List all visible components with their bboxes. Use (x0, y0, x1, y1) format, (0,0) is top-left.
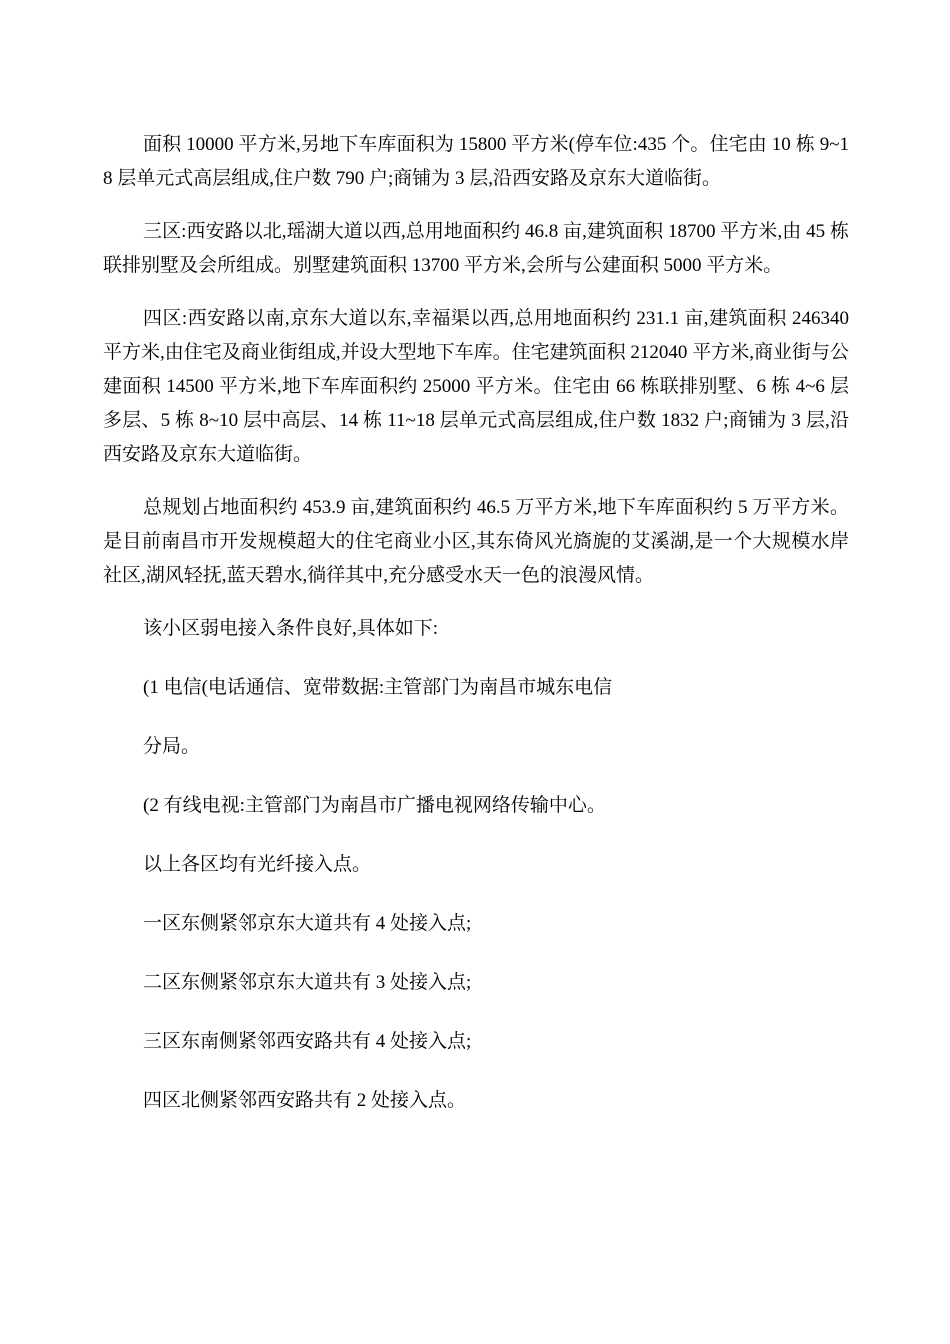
paragraph-zone1-access: 一区东侧紧邻京东大道共有 4 处接入点; (143, 913, 472, 934)
paragraph-zone3: 三区:西安路以北,瑶湖大道以西,总用地面积约 46.8 亩,建筑面积 18700 平方米,由 45 栋联排别墅及会所组成。别墅建筑面积 13700 平方米,会所与公建面积 5000 平方米。 (103, 221, 849, 276)
paragraph-telecom: (1 电信(电话通信、宽带数据:主管部门为南昌市城东电信 (143, 677, 613, 698)
paragraph-zone3-access: 三区东南侧紧邻西安路共有 4 处接入点; (143, 1031, 472, 1052)
paragraph-zone2-residential: 面积 10000 平方米,另地下车库面积为 15800 平方米(停车位:435 个。住宅由 10 栋 9~18 层单元式高层组成,住户数 790 户;商铺为 3 层,沿西安路及京东大道临街。 (103, 134, 849, 189)
paragraph-overall-plan: 总规划占地面积约 453.9 亩,建筑面积约 46.5 万平方米,地下车库面积约 5 万平方米。是目前南昌市开发规模超大的住宅商业小区,其东倚风光旖旎的艾溪湖,是一个大规模水岸社区,湖风轻抚,蓝天碧水,徜徉其中,充分感受水天一色的浪漫风情。 (103, 497, 849, 586)
paragraph-zone2-access: 二区东侧紧邻京东大道共有 3 处接入点; (143, 972, 472, 993)
paragraph-zone4-access: 四区北侧紧邻西安路共有 2 处接入点。 (143, 1090, 467, 1111)
paragraph-telecom-branch: 分局。 (143, 736, 201, 757)
paragraph-zone4: 四区:西安路以南,京东大道以东,幸福渠以西,总用地面积约 231.1 亩,建筑面积 246340 平方米,由住宅及商业街组成,并设大型地下车库。住宅建筑面积 212040 平方米,商业街与公建面积 14500 平方米,地下车库面积约 25000 平方米。住宅由 66 栋联排别墅、6 栋 4~6 层多层、5 栋 8~10 层中高层、14 栋 11~18 层单元式高层组成,住户数 1832 户;商铺为 3 层,沿西安路及京东大道临街。 (103, 308, 849, 465)
paragraph-fiber-points: 以上各区均有光纤接入点。 (143, 854, 372, 875)
paragraph-cable-tv: (2 有线电视:主管部门为南昌市广播电视网络传输中心。 (143, 795, 606, 816)
document-body (103, 128, 849, 1118)
paragraph-access-intro: 该小区弱电接入条件良好,具体如下: (143, 618, 439, 639)
